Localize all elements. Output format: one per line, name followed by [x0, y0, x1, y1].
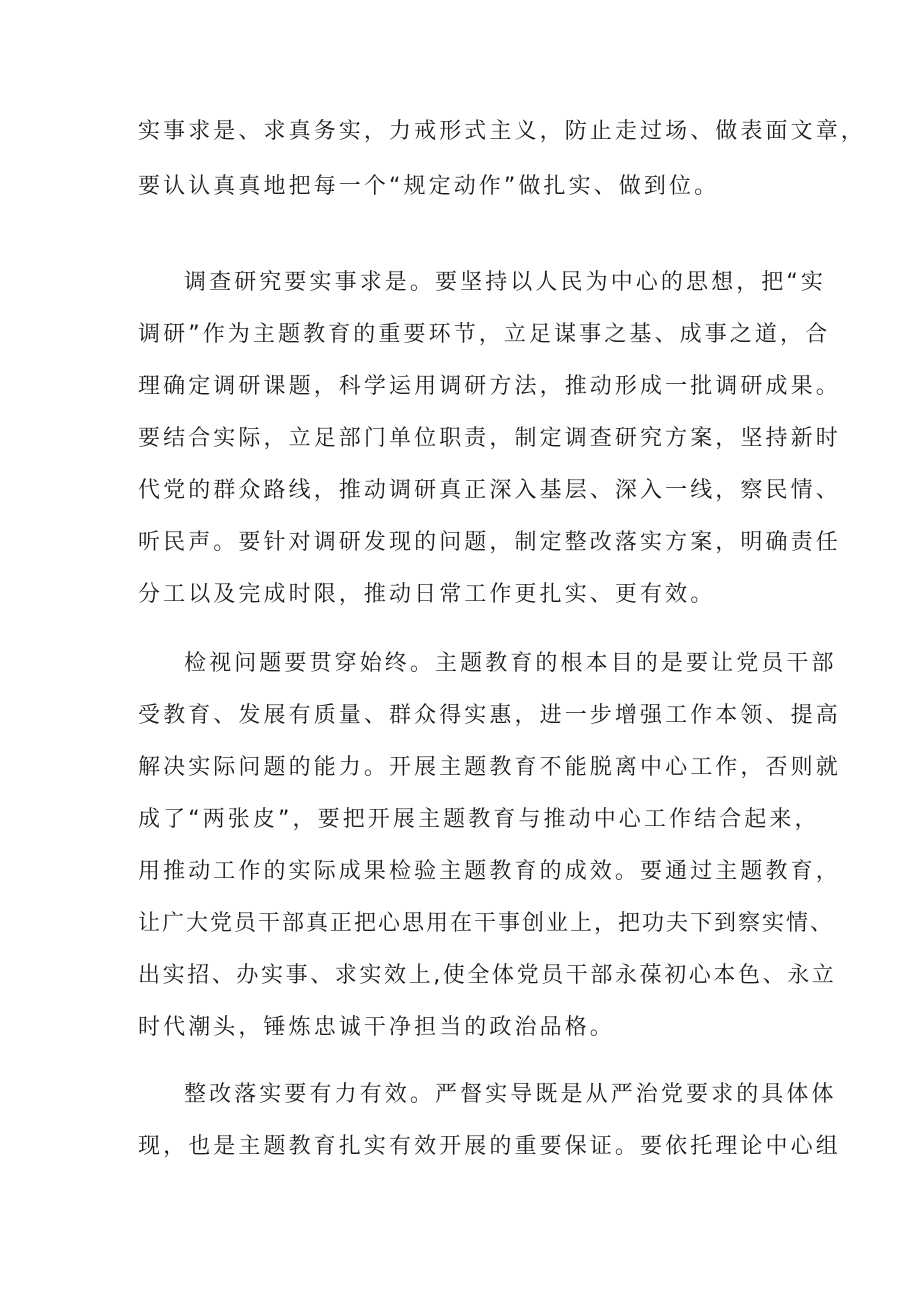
paragraph-line: 调查研究要实事求是。要坚持以人民为中心的思想，把“实: [184, 270, 826, 295]
paragraph-line: 实事求是、求真务实，力戒形式主义，防止走过场、做表面文章，: [138, 119, 866, 144]
paragraph-line: 受教育、发展有质量、群众得实惠，进一步增强工作本领、提高: [138, 703, 841, 728]
paragraph-line: 代党的群众路线，推动调研真正深入基层、深入一线，察民情、: [138, 478, 841, 503]
paragraph-line: 要认认真真地把每一个“规定动作”做扎实、做到位。: [138, 174, 720, 199]
paragraph-line: 分工以及完成时限，推动日常工作更扎实、更有效。: [138, 582, 716, 607]
paragraph-line: 解决实际问题的能力。开展主题教育不能脱离中心工作，否则就: [138, 755, 841, 780]
paragraph-line: 检视问题要贯穿始终。主题教育的根本目的是要让党员干部: [184, 651, 837, 676]
paragraph-line: 现，也是主题教育扎实有效开展的重要保证。要依托理论中心组: [138, 1134, 841, 1159]
paragraph-line: 整改落实要有力有效。严督实导既是从严治党要求的具体体: [184, 1082, 837, 1107]
paragraph-line: 出实招、办实事、求实效上,使全体党员干部永葆初心本色、永立: [138, 963, 837, 988]
paragraph-line: 听民声。要针对调研发现的问题，制定整改落实方案，明确责任: [138, 530, 841, 555]
paragraph-line: 成了“两张皮”，要把开展主题教育与推动中心工作结合起来，: [138, 807, 820, 832]
paragraph-line: 要结合实际，立足部门单位职责，制定调查研究方案，坚持新时: [138, 426, 841, 451]
paragraph-line: 让广大党员干部真正把心思用在干事创业上，把功夫下到察实情、: [138, 911, 835, 936]
paragraph-line: 时代潮头，锤炼忠诚干净担当的政治品格。: [138, 1015, 615, 1040]
paragraph-line: 调研”作为主题教育的重要环节，立足谋事之基、成事之道，合: [138, 322, 831, 347]
paragraph-line: 理确定调研课题，科学运用调研方法，推动形成一批调研成果。: [138, 374, 841, 399]
paragraph-line: 用推动工作的实际成果检验主题教育的成效。要通过主题教育，: [138, 859, 841, 884]
